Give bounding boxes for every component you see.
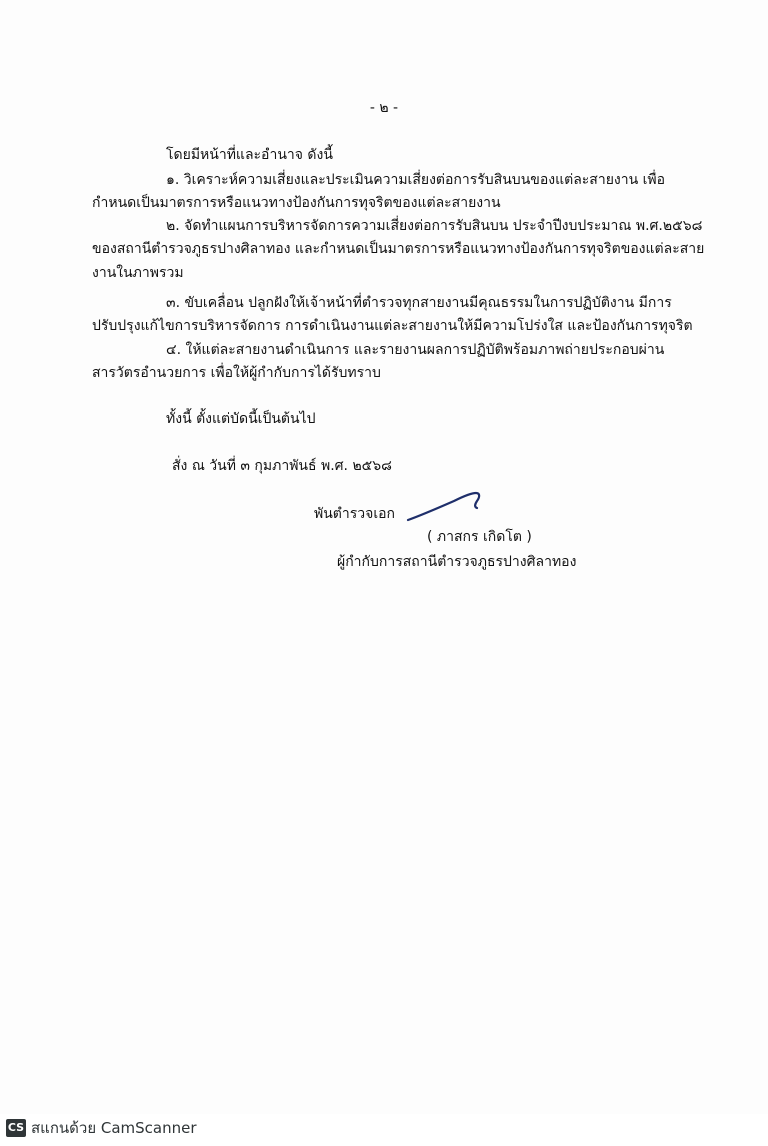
duty-item-1-line-2: กำหนดเป็นมาตรการหรือแนวทางป้องกันการทุจริตของแต่ละสายงาน xyxy=(92,195,501,211)
duty-item-4-line-2: สารวัตรอำนวยการ เพื่อให้ผู้กำกับการได้รับทราบ xyxy=(92,365,381,381)
duty-item-4-line-1: ๔. ให้แต่ละสายงานดำเนินการ และรายงานผลการปฏิบัติพร้อมภาพถ่ายประกอบผ่าน xyxy=(166,342,665,358)
effective-statement: ทั้งนี้ ตั้งแต่บัดนี้เป็นต้นไป xyxy=(166,411,316,427)
duty-item-2-line-2: ของสถานีตำรวจภูธรปางศิลาทอง และกำหนดเป็นมาตรการหรือแนวทางป้องกันการทุจริตของแต่ละสาย xyxy=(92,241,705,257)
duties-intro: โดยมีหน้าที่และอำนาจ ดังนี้ xyxy=(166,147,333,163)
camscanner-logo-icon: CS xyxy=(6,1119,26,1137)
duty-item-2-line-3: งานในภาพรวม xyxy=(92,265,184,281)
scanner-watermark-text: สแกนด้วย CamScanner xyxy=(31,1119,197,1137)
signer-rank: พันตำรวจเอก xyxy=(314,506,396,522)
duty-item-3-line-1: ๓. ขับเคลื่อน ปลูกฝังให้เจ้าหน้าที่ตำรวจทุกสายงานมีคุณธรรมในการปฏิบัติงาน มีการ xyxy=(166,295,672,311)
signer-position: ผู้กำกับการสถานีตำรวจภูธรปางศิลาทอง xyxy=(337,554,577,570)
order-date: สั่ง ณ วันที่ ๓ กุมภาพันธ์ พ.ศ. ๒๕๖๘ xyxy=(172,458,392,474)
signer-name: ( ภาสกร เกิดโต ) xyxy=(427,529,532,545)
duty-item-2-line-1: ๒. จัดทำแผนการบริหารจัดการความเสี่ยงต่อการรับสินบน ประจำปีงบประมาณ พ.ศ.๒๕๖๘ xyxy=(166,218,703,234)
page-number: - ๒ - xyxy=(369,100,399,116)
duty-item-1-line-1: ๑. วิเคราะห์ความเสี่ยงและประเมินความเสี่ยงต่อการรับสินบนของแต่ละสายงาน เพื่อ xyxy=(166,172,666,188)
handwritten-signature xyxy=(404,484,486,524)
duty-item-3-line-2: ปรับปรุงแก้ไขการบริหารจัดการ การดำเนินงานแต่ละสายงานให้มีความโปร่งใส และป้องกันการทุจริต xyxy=(92,318,693,334)
